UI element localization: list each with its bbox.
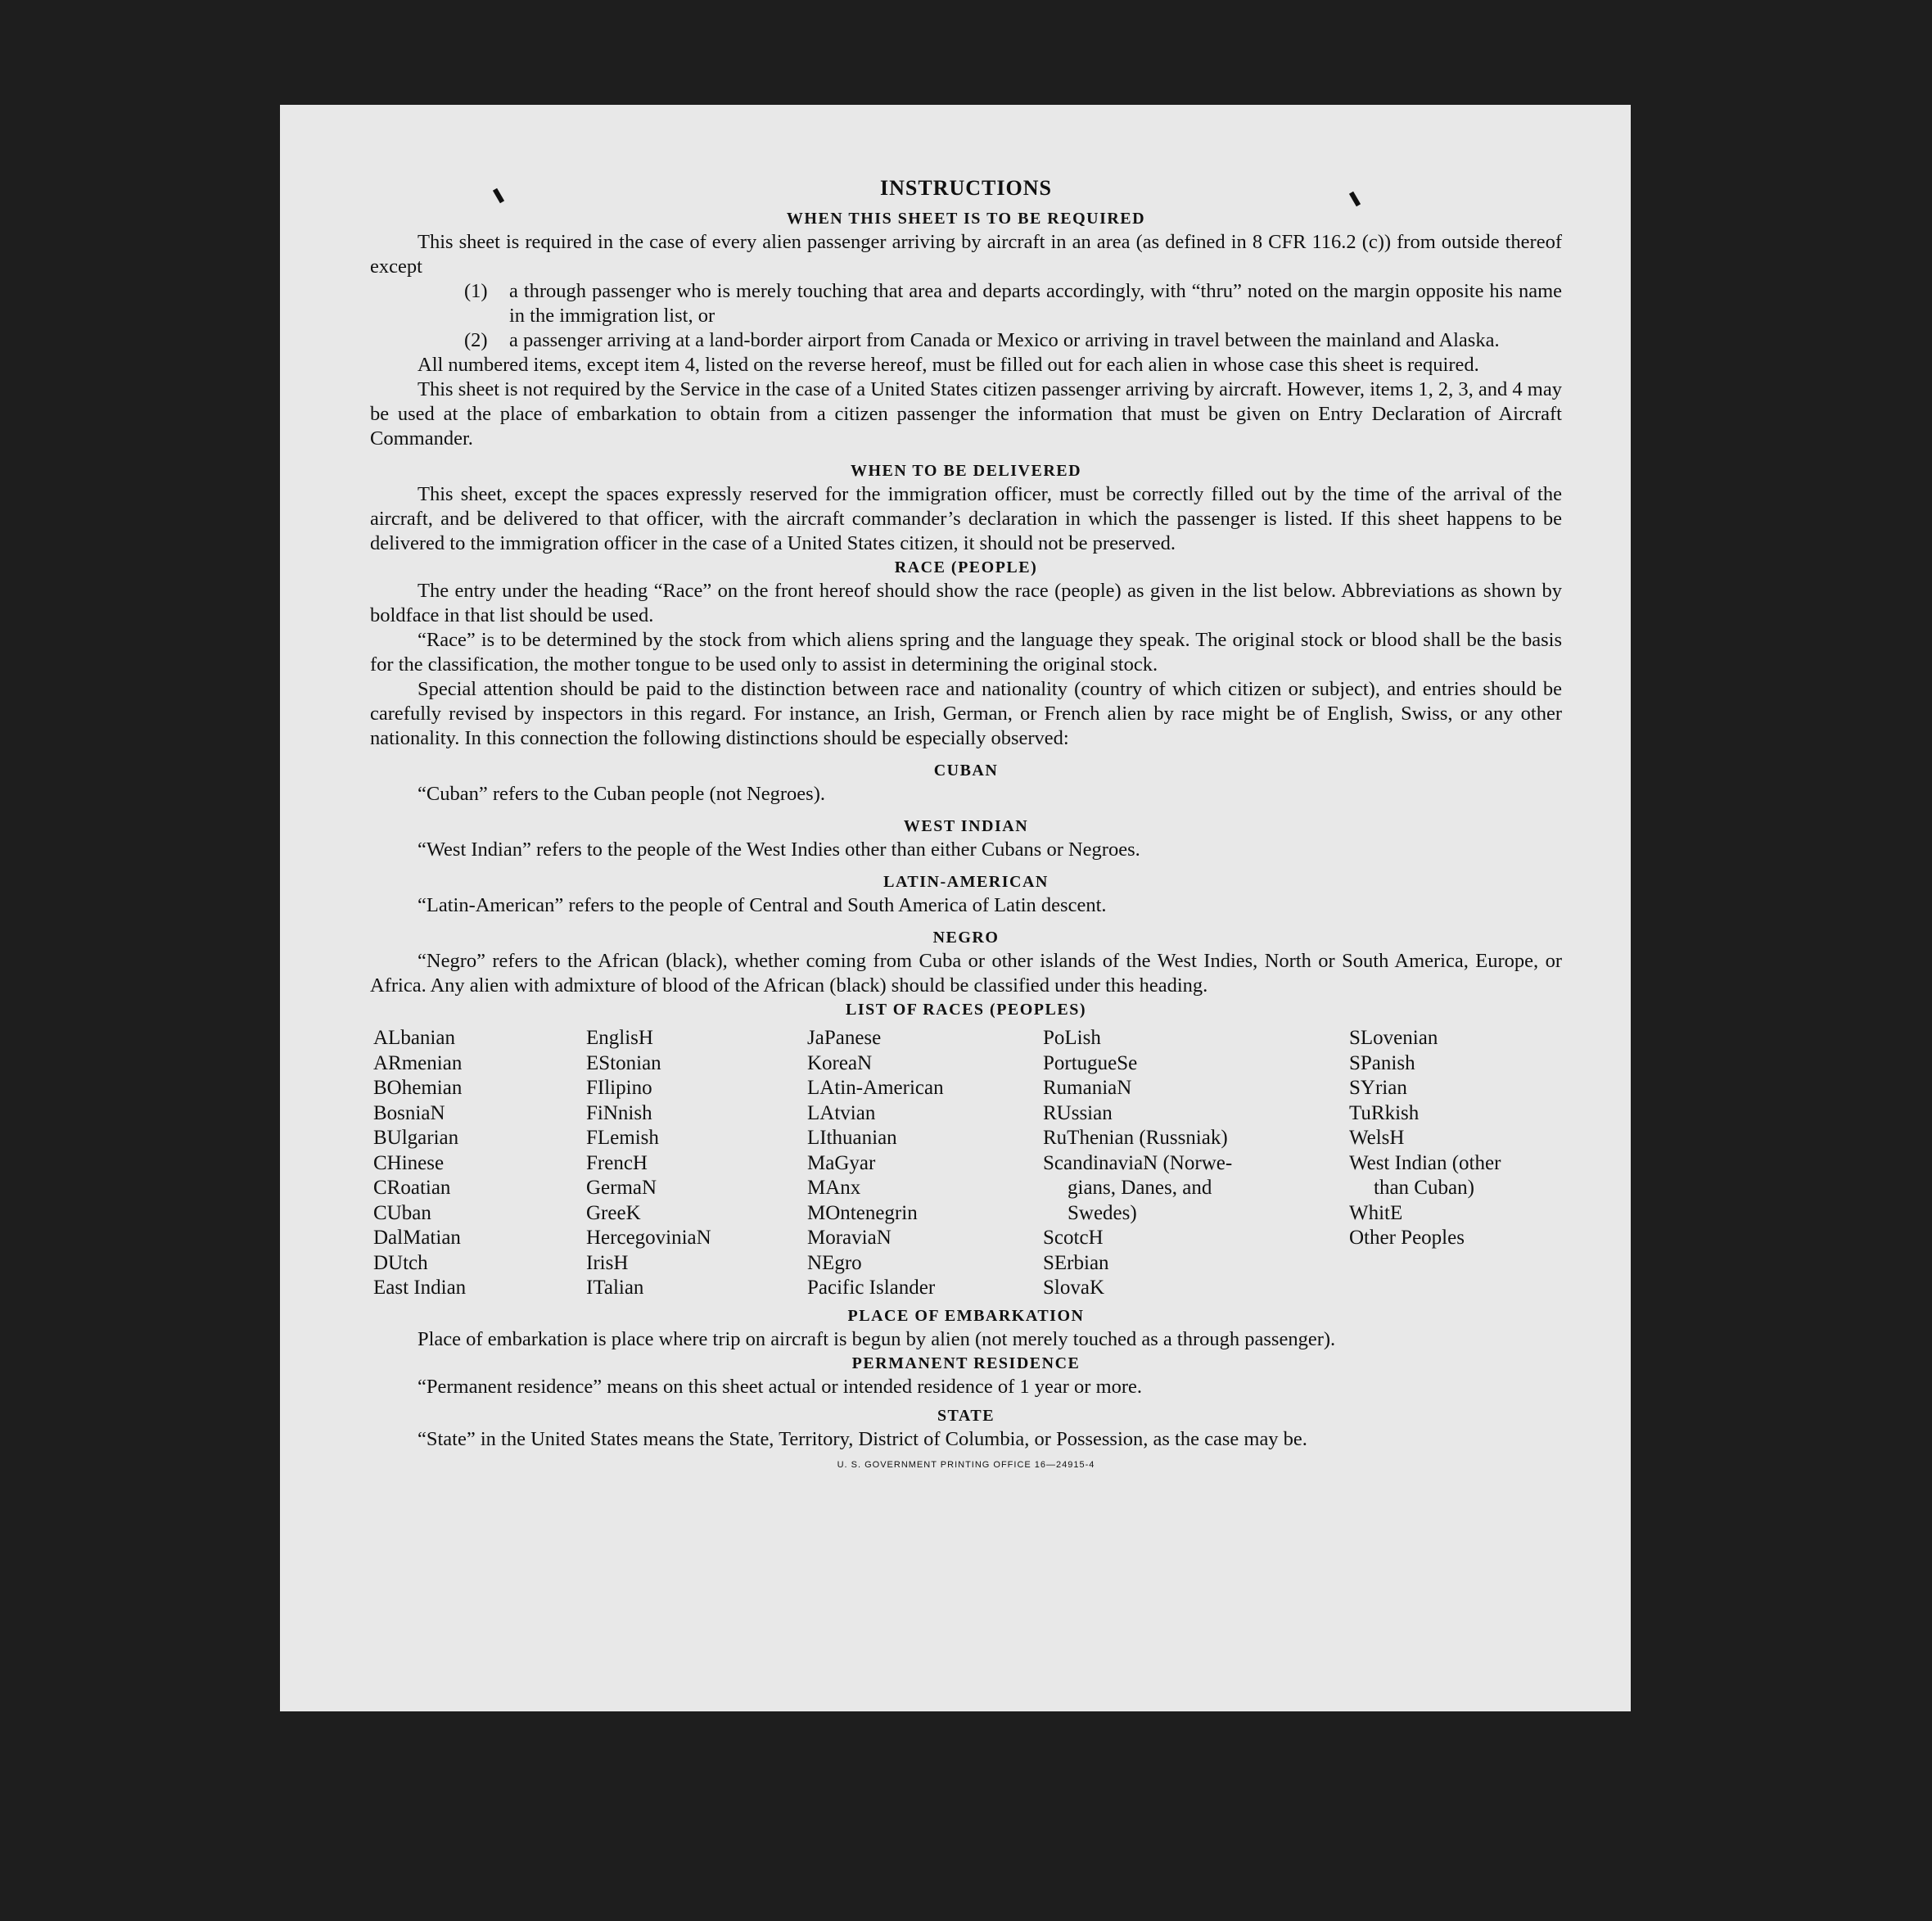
race-entry: SLovenian [1349, 1027, 1438, 1049]
race-entry: IrisH [586, 1251, 629, 1274]
negro-text: “Negro” refers to the African (black), whether coming from Cuba or other islands of the West Indies, North or South America, Europe, or Africa. Any alien with admixture of blood of the African (black) should be classified under this heading. [370, 950, 1562, 997]
races-list [373, 1026, 1562, 1301]
section-heading-west-indian: WEST INDIAN [903, 817, 1029, 835]
race-entry: FrencH [586, 1151, 648, 1174]
section-heading-list: LIST OF RACES (PEOPLES) [845, 1001, 1086, 1019]
race-entry: BosniaN [373, 1101, 445, 1124]
race-entry: PoLish [1043, 1027, 1101, 1049]
race-entry: MOntenegrin [807, 1201, 918, 1224]
race-entry: DUtch [373, 1251, 428, 1274]
race-entry: FiNnish [586, 1101, 652, 1124]
race-entry: BOhemian [373, 1077, 463, 1099]
section-heading-negro: NEGRO [932, 929, 1000, 947]
section-heading-residence: PERMANENT RESIDENCE [851, 1354, 1081, 1372]
race-entry: MaGyar [807, 1151, 876, 1174]
race-entry: East Indian [373, 1277, 467, 1299]
race-entry: RumaniaN [1043, 1077, 1132, 1099]
races-column [807, 1026, 1043, 1301]
race-entry: SlovaK [1043, 1277, 1104, 1299]
race-entry: FIlipino [586, 1077, 652, 1099]
document-page [280, 105, 1631, 1711]
race-entry: GreeK [586, 1201, 641, 1224]
race-paragraph-1: The entry under the heading “Race” on the front hereof should show the race (people) as given in the list below. Abbreviations as shown by boldface in that list should be used. [370, 580, 1562, 626]
race-entry: TuRkish [1349, 1101, 1420, 1124]
race-entry: ARmenian [373, 1051, 463, 1074]
race-entry: CRoatian [373, 1177, 451, 1199]
race-entry: CHinese [373, 1151, 445, 1174]
required-paragraph-3: This sheet is not required by the Service in the case of a United States citizen passenger arriving by aircraft. However, items 1, 2, 3, and 4 may be used at the place of embarkation to obtain from a citizen passenger the information that must be given on Entry Declaration of Aircraft Commander. [370, 378, 1562, 450]
race-entry: PortugueSe [1043, 1051, 1138, 1074]
race-entry: EnglisH [586, 1027, 653, 1049]
race-paragraph-3: Special attention should be paid to the distinction between race and nationality (country of which citizen or subject), and entries should be carefully revised by inspectors in this regard. For instance, an Irish, German, or French alien by race might be of English, Swiss, or any other nationality. In this connection the following distinctions should be especially observed: [370, 678, 1562, 749]
section-heading-state: STATE [937, 1406, 995, 1425]
race-entry: Other Peoples [1349, 1227, 1465, 1249]
race-entry: WhitE [1349, 1201, 1403, 1224]
item-number: (2) [464, 329, 488, 351]
race-entry: ScotcH [1043, 1227, 1104, 1249]
race-entry: ITalian [586, 1277, 644, 1299]
race-entry: NEgro [807, 1251, 862, 1274]
required-intro: This sheet is required in the case of every alien passenger arriving by aircraft in an area (as defined in 8 CFR 116.2 (c)) from outside thereof except [370, 231, 1562, 278]
race-entry: WelsH [1349, 1127, 1405, 1149]
races-column [373, 1026, 586, 1301]
race-entry: SPanish [1349, 1051, 1415, 1074]
race-entry: HercegoviniaN [586, 1227, 711, 1249]
race-entry: ALbanian [373, 1027, 455, 1049]
section-heading-delivered: WHEN TO BE DELIVERED [850, 462, 1082, 480]
races-column [586, 1026, 807, 1301]
cuban-text: “Cuban” refers to the Cuban people (not Negroes). [418, 783, 825, 805]
race-entry: LAtin-American [807, 1077, 944, 1099]
race-entry: JaPanese [807, 1027, 882, 1049]
section-heading-embarkation: PLACE OF EMBARKATION [847, 1306, 1085, 1325]
residence-text: “Permanent residence” means on this sheet actual or intended residence of 1 year or more. [418, 1375, 1143, 1398]
section-heading-race: RACE (PEOPLE) [894, 558, 1038, 576]
race-entry: RuThenian (Russniak) [1043, 1127, 1228, 1149]
race-entry: KoreaN [807, 1051, 873, 1074]
race-entry: RUssian [1043, 1101, 1113, 1124]
item-text: a passenger arriving at a land-border airport from Canada or Mexico or arriving in travel between the mainland and Alaska. [509, 329, 1500, 351]
race-entry: CUban [373, 1201, 431, 1224]
race-entry-continued: than Cuban) [1374, 1177, 1474, 1199]
race-entry: LIthuanian [807, 1127, 897, 1149]
races-column [1043, 1026, 1349, 1301]
printer-footer: U. S. GOVERNMENT PRINTING OFFICE 16—24915-4 [837, 1459, 1095, 1470]
race-paragraph-2: “Race” is to be determined by the stock from which aliens spring and the language they speak. The original stock or blood shall be the basis for the classification, the mother tongue to be used only to assist in determining the original stock. [370, 629, 1562, 676]
race-entry: SErbian [1043, 1251, 1109, 1274]
embarkation-text: Place of embarkation is place where trip on aircraft is begun by alien (not merely touched as a through passenger). [418, 1327, 1336, 1350]
race-entry: West Indian (other [1349, 1151, 1501, 1174]
item-number: (1) [464, 280, 488, 302]
race-entry: ScandinaviaN (Norwe- [1043, 1151, 1233, 1174]
race-entry-continued: Swedes) [1068, 1201, 1137, 1224]
race-entry: MAnx [807, 1177, 861, 1199]
item-text: a through passenger who is merely touching that area and departs accordingly, with “thru” noted on the margin opposite his name in the immigration list, or [509, 280, 1562, 327]
page-title: INSTRUCTIONS [880, 176, 1052, 200]
west-indian-text: “West Indian” refers to the people of the West Indies other than either Cubans or Negroes. [418, 838, 1140, 861]
required-paragraph-2: All numbered items, except item 4, listed on the reverse hereof, must be filled out for each alien in whose case this sheet is required. [418, 354, 1479, 376]
section-heading-cuban: CUBAN [933, 762, 999, 780]
race-entry: FLemish [586, 1127, 659, 1149]
section-heading-required: WHEN THIS SHEET IS TO BE REQUIRED [786, 210, 1146, 228]
state-text: “State” in the United States means the State, Territory, District of Columbia, or Possession, as the case may be. [418, 1427, 1307, 1450]
section-heading-latin-american: LATIN-AMERICAN [883, 873, 1049, 891]
race-entry: Pacific Islander [807, 1277, 936, 1299]
race-entry: BUlgarian [373, 1127, 459, 1149]
races-column [1349, 1026, 1566, 1301]
exception-item [464, 279, 1562, 328]
race-entry: SYrian [1349, 1077, 1407, 1099]
delivered-text: This sheet, except the spaces expressly reserved for the immigration officer, must be correctly filled out by the time of the arrival of the aircraft, and be delivered to that officer, with the aircraft commander’s declaration in which the passenger is listed. If this sheet happens to be delivered to the immigration officer in the case of a United States citizen, it should not be preserved. [370, 483, 1562, 554]
latin-american-text: “Latin-American” refers to the people of Central and South America of Latin descent. [418, 894, 1107, 916]
race-entry-continued: gians, Danes, and [1068, 1177, 1212, 1199]
race-entry: MoraviaN [807, 1227, 892, 1249]
race-entry: DalMatian [373, 1227, 461, 1249]
race-entry: LAtvian [807, 1101, 876, 1124]
race-entry: GermaN [586, 1177, 657, 1199]
exception-item [464, 328, 1562, 353]
race-entry: EStonian [586, 1051, 661, 1074]
